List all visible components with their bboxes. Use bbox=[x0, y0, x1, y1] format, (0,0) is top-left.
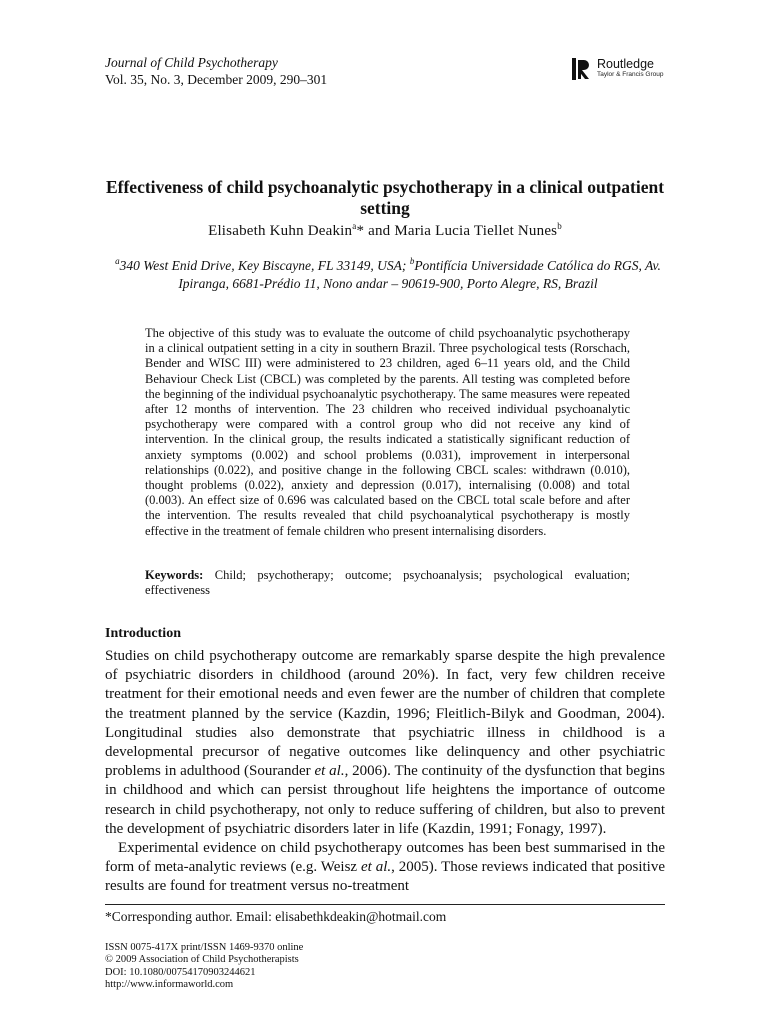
publisher-group: Taylor & Francis Group bbox=[597, 71, 664, 78]
volume-info: Vol. 35, No. 3, December 2009, 290–301 bbox=[105, 72, 328, 87]
affiliation-marker: b bbox=[557, 221, 562, 231]
paragraph-text: Experimental evidence on child psychotherapy outcomes has been best summarised in the form of meta-analytic reviews (e.g. Weisz bbox=[105, 840, 665, 876]
introduction-body bbox=[105, 647, 665, 897]
citation-etal: et al. bbox=[314, 763, 345, 780]
affiliation-a: 340 West Enid Drive, Key Biscayne, FL 33149, USA; bbox=[119, 258, 410, 273]
publisher-url: http://www.informaworld.com bbox=[105, 979, 234, 991]
footnote-divider bbox=[105, 904, 665, 905]
affiliation-marker: a bbox=[115, 256, 120, 266]
publisher-name: Routledge bbox=[597, 57, 654, 71]
affiliation-b: Pontifícia Universidade Católica do RGS, Av. Ipiranga, 6681-Prédio 11, Nono andar – 90619-900, Porto Alegre, RS, Brazil bbox=[178, 258, 661, 291]
author-list bbox=[105, 222, 665, 240]
author-separator: and bbox=[364, 223, 395, 239]
section-heading: Introduction bbox=[105, 626, 181, 641]
affiliation-marker: a bbox=[352, 221, 357, 231]
journal-header bbox=[105, 54, 327, 88]
citation-etal: et al. bbox=[360, 859, 392, 876]
affiliations bbox=[103, 257, 673, 293]
author-name: Elisabeth Kuhn Deakin bbox=[208, 223, 353, 239]
issn: ISSN 0075-417X print/ISSN 1469-9370 online bbox=[105, 942, 304, 953]
abstract: The objective of this study was to evaluate the outcome of child psychoanalytic psychotherapy in a clinical outpatient setting in a city in southern Brazil. Three psychological tests (Rorschach, Bender and WISC III) were administered to 23 children, aged 6–11 years old, and the Child Behaviour Check List (CBCL) was completed by the parents. All testing was completed before the beginning of the individual psychoanalytic psychotherapy. The same measures were repeated after 12 months of intervention. The 23 children who received individual psychoanalytic psychotherapy were compared with a control group who did not receive any kind of intervention. In the clinical group, the results indicated a statistically significant reduction of anxiety symptoms (0.002) and school problems (0.031), improvement in interpersonal relationships (0.022), and positive change in the following CBCL scales: withdrawn (0.010), thought problems (0.022), anxiety and depression (0.017), internalising (0.008) and total (0.003). An effect size of 0.696 was calculated based on the CBCL total scale before and after the intervention. The results revealed that child psychoanalytical psychotherapy is mostly effective in the treatment of female children who present internalising disorders. bbox=[145, 326, 630, 538]
paragraph bbox=[105, 647, 665, 839]
article-title: Effectiveness of child psychoanalytic psychotherapy in a clinical outpatient setting bbox=[105, 177, 665, 218]
routledge-logo-icon bbox=[572, 58, 594, 80]
copyright: © 2009 Association of Child Psychotherapists bbox=[105, 954, 299, 966]
corresponding-author-footnote: *Corresponding author. Email: elisabethkdeakin@hotmail.com bbox=[105, 909, 447, 924]
paragraph-text: , 2005). Those reviews indicated that positive results are found for treatment versus no-treatment bbox=[105, 859, 665, 895]
affiliation-marker: b bbox=[409, 256, 415, 266]
keywords bbox=[145, 568, 630, 598]
doi: DOI: 10.1080/00754170903244621 bbox=[105, 966, 256, 978]
publisher-logo bbox=[572, 58, 682, 84]
keywords-label: Keywords: bbox=[145, 568, 204, 582]
paragraph-text: Studies on child psychotherapy outcome are remarkably sparse despite the high prevalence of psychiatric disorders in childhood (around 20%). In fact, very few children receive treatment for their emotional needs and even fewer are the number of children that complete the treatment planned by the service (Kazdin, 1996; Fleitlich-Bilyk and Goodman, 2004). Longitudinal studies also demonstrate that psychiatric illness in childhood is a developmental precursor of negative outcomes like delinquency and other psychiatric problems in adulthood (Sourander bbox=[105, 648, 665, 780]
corresponding-mark: * bbox=[356, 223, 365, 239]
keywords-list: Child; psychotherapy; outcome; psychoanalysis; psychological evaluation; effectiveness bbox=[145, 568, 630, 598]
journal-name: Journal of Child Psychotherapy bbox=[105, 55, 278, 70]
paragraph-text: , 2006). The continuity of the dysfunction that begins in childhood and which can persist throughout life heightens the importance of outcome research in child psychotherapy, not only to reduce suffering of children, but also to prevent the development of psychiatric disorders later in life (Kazdin, 1991; Fonagy, 1997). bbox=[105, 763, 665, 837]
paragraph bbox=[105, 839, 665, 897]
publication-info bbox=[105, 942, 303, 992]
author-name: Maria Lucia Tiellet Nunes bbox=[394, 223, 558, 239]
